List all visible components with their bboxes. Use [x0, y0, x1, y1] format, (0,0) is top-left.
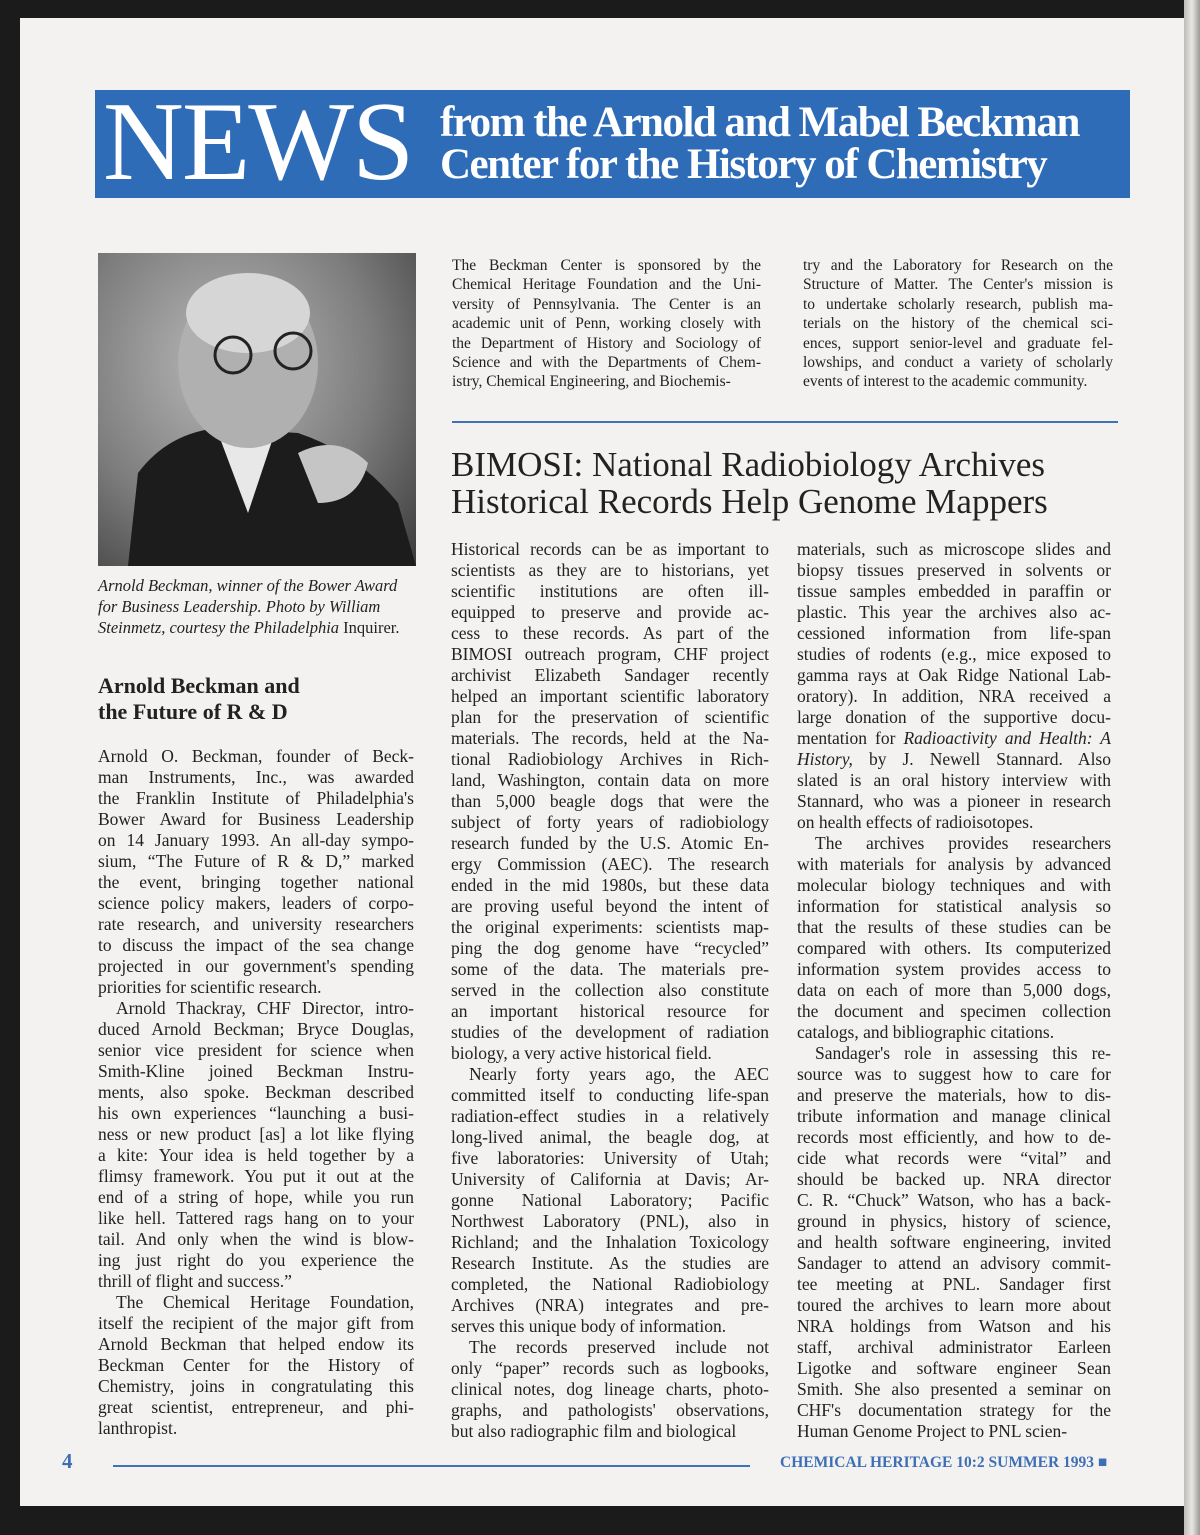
text-line: on 14 January 1993. An all-day sympo-	[98, 830, 414, 850]
text-line: The records preserved include not	[469, 1337, 769, 1357]
text-line: lanthropist.	[98, 1418, 178, 1438]
banner-title	[440, 99, 1079, 188]
text-line: radiation-effect studies in a relatively	[451, 1106, 769, 1126]
photo-caption	[98, 575, 416, 638]
text-line: lowships, and conduct a variety of scholarly	[803, 354, 1113, 372]
text-line: ended in the mid 1980s, but these data	[451, 875, 769, 895]
text-line: a kite: Your idea is held together by a	[98, 1145, 414, 1165]
text-line: molecular biology techniques and with	[797, 875, 1111, 895]
text-line: ments, also spoke. Beckman described	[98, 1082, 414, 1102]
text-line: served in the collection also constitute	[451, 980, 769, 1000]
text-line: University of California at Davis; Ar-	[451, 1169, 769, 1189]
article1-title-line: Arnold Beckman and	[98, 673, 300, 698]
banner-line-2: Center for the History of Chemistry	[440, 141, 1047, 188]
text-line: long-lived animal, the beagle dog, at	[451, 1127, 769, 1147]
text-line: graphs, and pathologists' observations,	[451, 1400, 769, 1420]
text-line: cess to these records. As part of the	[451, 623, 769, 643]
text-line: and preserve the materials, how to dis-	[797, 1085, 1111, 1105]
text-line: should be backed up. NRA director	[797, 1169, 1111, 1189]
article1-title-line: the Future of R & D	[98, 699, 288, 724]
article2-col1	[451, 539, 769, 1442]
caption-text: Arnold Beckman, winner of the Bower Award for Business Leadership. Photo by William Steinmetz, courtesy the Philadelphia	[98, 576, 398, 637]
text-line: five laboratories: University of Utah;	[451, 1148, 769, 1168]
text-line: the Department of History and Sociology of	[452, 334, 761, 352]
text-line: on health effects of radioisotopes.	[797, 812, 1034, 832]
text-line: science policy makers, leaders of corpo-	[98, 893, 414, 913]
text-line: duced Arnold Beckman; Bryce Douglas,	[98, 1019, 414, 1039]
text-line: Sandager to attend an advisory commit-	[797, 1253, 1111, 1273]
text-line: senior vice president for science when	[98, 1040, 414, 1060]
text-line: flimsy framework. You put it out at the	[98, 1166, 414, 1186]
text-line: Arnold Thackray, CHF Director, intro-	[116, 998, 414, 1018]
text-line: C. R. “Chuck” Watson, who has a back-	[797, 1190, 1111, 1210]
text-line: History, by J. Newell Stannard. Also	[797, 749, 1111, 769]
news-banner	[95, 80, 1130, 204]
text-line: ences, support senior-level and graduate fel-	[803, 334, 1113, 352]
text-line: studies of rodents (e.g., mice exposed to	[797, 644, 1111, 664]
text-line: The archives provides researchers	[815, 833, 1111, 853]
text-line: try and the Laboratory for Research on the	[803, 257, 1113, 274]
text-line: the event, bringing together national	[98, 872, 414, 892]
text-line: Historical records can be as important to	[451, 539, 769, 559]
text-line: Research Institute. As the studies are	[451, 1253, 769, 1273]
text-line: the Franklin Institute of Philadelphia's	[98, 788, 414, 808]
text-line: biology, a very active historical field.	[451, 1043, 712, 1063]
intro-left	[452, 256, 761, 392]
text-line: end of a string of hope, while you run	[98, 1187, 414, 1207]
text-line: subject of forty years of radiobiology	[451, 812, 769, 832]
text-line: sium, “The Future of R & D,” marked	[98, 851, 414, 871]
text-line: NRA holdings from Watson and his	[797, 1316, 1111, 1336]
text-line: gamma rays at Oak Ridge National Lab-	[797, 665, 1111, 685]
text-line: Ligotke and software engineer Sean	[797, 1358, 1111, 1378]
text-line: with materials for analysis by advanced	[797, 854, 1111, 874]
text-line: Arnold Beckman that helped endow its	[98, 1334, 414, 1354]
text-line: Richland; and the Inhalation Toxicology	[451, 1232, 769, 1252]
article2-title-line: BIMOSI: National Radiobiology Archives	[451, 445, 1045, 484]
text-line: information system provides access to	[797, 959, 1111, 979]
text-line: plan for the preservation of scientific	[451, 707, 769, 727]
text-line: some of the data. The materials pre-	[451, 959, 769, 979]
text-line: helped an important scientific laboratory	[451, 686, 769, 706]
text-line: great scientist, entrepreneur, and phi-	[98, 1397, 414, 1417]
text-line: scientists as they are to historians, yet	[451, 560, 769, 580]
text-line: Northwest Laboratory (PNL), also in	[451, 1211, 769, 1231]
text-line: ing just right do you experience the	[98, 1250, 414, 1270]
article2-title	[451, 446, 1048, 520]
text-line: source was to suggest how to care for	[797, 1064, 1111, 1084]
text-line: priorities for scientific research.	[98, 977, 322, 997]
text-line: terials on the history of the chemical sci-	[803, 315, 1113, 333]
text-line: oratory). In addition, NRA received a	[797, 686, 1111, 706]
text-line: CHF's documentation strategy for the	[797, 1400, 1111, 1420]
text-line: information for statistical analysis so	[797, 896, 1111, 916]
text-line: large donation of the supportive docu-	[797, 707, 1111, 727]
footer-rule	[113, 1465, 750, 1467]
text-line: toured the archives to learn more about	[797, 1295, 1111, 1315]
text-line: Smith-Kline joined Beckman Instru-	[98, 1061, 414, 1081]
text-line: studies of the development of radiation	[451, 1022, 769, 1042]
text-line: Arnold O. Beckman, founder of Beck-	[98, 746, 414, 766]
issue-line: CHEMICAL HERITAGE 10:2 SUMMER 1993 ■	[780, 1454, 1108, 1471]
text-line: mentation for Radioactivity and Health: A	[797, 728, 1111, 748]
article1-body	[98, 746, 414, 1439]
text-line: clinical notes, dog lineage charts, photo-	[451, 1379, 769, 1399]
text-line: materials, such as microscope slides and	[797, 539, 1111, 559]
text-line: serves this unique body of information.	[451, 1316, 727, 1336]
text-line: records most efficiently, and how to de-	[797, 1127, 1111, 1147]
text-line: events of interest to the academic community.	[803, 373, 1088, 391]
article2-title-line: Historical Records Help Genome Mappers	[451, 482, 1048, 521]
text-line: tee meeting at PNL. Sandager first	[797, 1274, 1111, 1294]
text-line: catalogs, and bibliographic citations.	[797, 1022, 1055, 1042]
intro-right	[803, 256, 1113, 392]
text-line: cessioned information from life-span	[797, 623, 1111, 643]
text-line: cide what records were “vital” and	[797, 1148, 1111, 1168]
beckman-photo	[98, 253, 416, 566]
text-line: The Beckman Center is sponsored by the	[452, 257, 761, 274]
text-line: Archives (NRA) integrates and pre-	[451, 1295, 769, 1315]
text-line: Sandager's role in assessing this re-	[815, 1043, 1111, 1063]
text-line: projected in our government's spending	[98, 956, 414, 976]
text-line: an important historical resource for	[451, 1001, 769, 1021]
text-line: Human Genome Project to PNL scien-	[797, 1421, 1068, 1441]
text-line: biopsy tissues preserved in solvents or	[797, 560, 1111, 580]
text-line: land, Washington, contain data on more	[451, 770, 769, 790]
text-line: the original experiments: scientists map-	[451, 917, 769, 937]
text-line: thrill of flight and success.”	[98, 1271, 292, 1291]
banner-line-1: from the Arnold and Mabel Beckman	[440, 99, 1079, 146]
caption-source: Inquirer.	[339, 618, 400, 637]
text-line: only “paper” records such as logbooks,	[451, 1358, 769, 1378]
text-line: Stannard, who was a pioneer in research	[797, 791, 1111, 811]
text-line: materials. The records, held at the Na-	[451, 728, 769, 748]
article1-title	[98, 673, 300, 725]
text-line: archivist Elizabeth Sandager recently	[451, 665, 769, 685]
text-line: man Instruments, Inc., was awarded	[98, 767, 414, 787]
text-line: ergy Commission (AEC). The research	[451, 854, 769, 874]
text-line: research funded by the U.S. Atomic En-	[451, 833, 769, 853]
banner-news: NEWS	[103, 80, 413, 204]
text-line: The Chemical Heritage Foundation,	[116, 1292, 414, 1312]
text-line: equipped to preserve and provide ac-	[451, 602, 769, 622]
text-line: scientific institutions are often ill-	[451, 581, 769, 601]
text-line: completed, the National Radiobiology	[451, 1274, 769, 1294]
text-line: to undertake scholarly research, publish ma-	[803, 295, 1113, 313]
text-line: Science and with the Departments of Chem-	[452, 354, 761, 372]
text-line: tribute information and manage clinical	[797, 1106, 1111, 1126]
text-line: Chemistry, joins in congratulating this	[98, 1376, 414, 1396]
section-divider	[452, 421, 1118, 423]
text-line: plastic. This year the archives also ac-	[797, 602, 1111, 622]
text-line: compared with others. Its computerized	[797, 938, 1111, 958]
text-line: staff, archival administrator Earleen	[797, 1337, 1111, 1357]
text-line: data on each of more than 5,000 dogs,	[797, 980, 1111, 1000]
text-line: rate research, and university researchers	[98, 914, 414, 934]
text-line: tail. And only when the wind is blow-	[98, 1229, 414, 1249]
page-edge	[1184, 0, 1200, 1535]
text-line: ground in physics, history of science,	[797, 1211, 1111, 1231]
text-line: like hell. Tattered rags hang on to your	[98, 1208, 414, 1228]
text-line: slated is an oral history interview with	[797, 770, 1111, 790]
text-line: that the results of these studies can be	[797, 917, 1111, 937]
text-line: Beckman Center for the History of	[98, 1355, 414, 1375]
text-line: tional Radiobiology Archives in Rich-	[451, 749, 769, 769]
text-line: and health software engineering, invited	[797, 1232, 1111, 1252]
text-line: his own experiences “launching a busi-	[98, 1103, 414, 1123]
text-line: to discuss the impact of the sea change	[98, 935, 414, 955]
text-line: are proving useful beyond the intent of	[451, 896, 769, 916]
text-line: ness or new product [as] a lot like flying	[98, 1124, 414, 1144]
text-line: gonne National Laboratory; Pacific	[451, 1190, 769, 1210]
text-line: Structure of Matter. The Center's mission is	[803, 276, 1113, 294]
text-line: Chemical Heritage Foundation and the Uni-	[452, 276, 761, 294]
text-line: BIMOSI outreach program, CHF project	[451, 644, 769, 664]
text-line: Bower Award for Business Leadership	[98, 809, 414, 829]
text-line: Smith. She also presented a seminar on	[797, 1379, 1111, 1399]
text-line: than 5,000 beagle dogs that were the	[451, 791, 769, 811]
text-line: istry, Chemical Engineering, and Biochemis-	[452, 373, 731, 391]
text-line: versity of Pennsylvania. The Center is an	[452, 295, 761, 313]
text-line: itself the recipient of the major gift from	[98, 1313, 414, 1333]
text-line: Nearly forty years ago, the AEC	[469, 1064, 769, 1084]
text-line: tissue samples embedded in paraffin or	[797, 581, 1111, 601]
text-line: but also radiographic film and biological	[451, 1421, 737, 1441]
text-line: ping the dog genome have “recycled”	[451, 938, 769, 958]
article2-col2	[797, 539, 1111, 1442]
page-number: 4	[62, 1449, 73, 1473]
text-line: committed itself to conducting life-span	[451, 1085, 769, 1105]
text-line: the document and specimen collection	[797, 1001, 1111, 1021]
text-line: academic unit of Penn, working closely with	[452, 315, 761, 333]
